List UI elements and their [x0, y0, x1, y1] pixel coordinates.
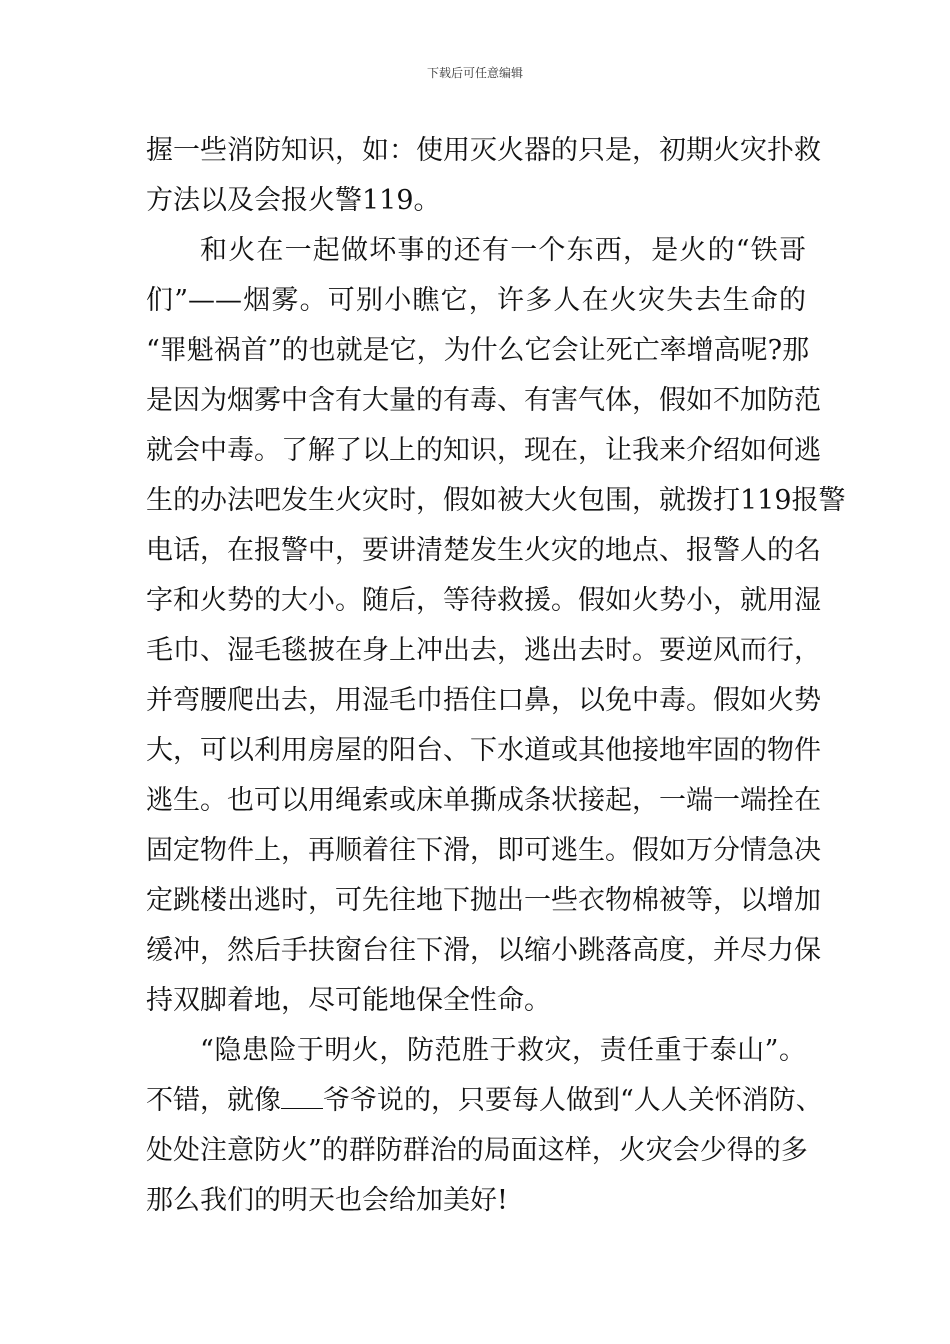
text-line: 字和火势的大小。随后，等待救援。假如火势小，就用湿	[146, 585, 821, 616]
text-line: 电话，在报警中，要讲清楚发生火灾的地点、报警人的名	[146, 535, 821, 566]
text-line: “隐患险于明火，防范胜于救灾，责任重于泰山”。	[200, 1035, 806, 1066]
fill-in-blank	[281, 1086, 323, 1109]
text-line: 和火在一起做坏事的还有一个东西，是火的“铁哥	[200, 235, 806, 266]
text-line: 大，可以利用房屋的阳台、下水道或其他接地牢固的物件	[146, 735, 821, 766]
text-line: 是因为烟雾中含有大量的有毒、有害气体，假如不加防范	[146, 385, 821, 416]
document-body	[146, 126, 846, 1226]
text-line: 持双脚着地，尽可能地保全性命。	[146, 985, 551, 1016]
text-line: 缓冲，然后手扶窗台往下滑，以缩小跳落高度，并尽力保	[146, 935, 821, 966]
text-line: 固定物件上，再顺着往下滑，即可逃生。假如万分情急决	[146, 835, 821, 866]
text-line: 并弯腰爬出去，用湿毛巾捂住口鼻，以免中毒。假如火势	[146, 685, 821, 716]
text-line: 毛巾、湿毛毯披在身上冲出去，逃出去时。要逆风而行，	[146, 635, 821, 666]
text-line: 生的办法吧发生火灾时，假如被大火包围，就拨打119报警	[146, 485, 846, 516]
text-line-with-blank	[146, 1076, 823, 1126]
text-line: 处处注意防火”的群防群治的局面这样，火灾会少得的多	[146, 1135, 808, 1166]
text-line: 方法以及会报火警119。	[146, 185, 441, 216]
page-header: 下载后可任意编辑	[426, 66, 523, 80]
text-line: 握一些消防知识，如：使用灭火器的只是，初期火灾扑救	[146, 135, 821, 166]
text-line: 们”——烟雾。可别小瞧它，许多人在火灾失去生命的	[146, 285, 806, 316]
text-line: 定跳楼出逃时，可先往地下抛出一些衣物棉被等，以增加	[146, 885, 821, 916]
text-fragment: 爷爷说的，只要每人做到“人人关怀消防、	[323, 1085, 823, 1116]
text-line: “罪魁祸首”的也就是它，为什么它会让死亡率增高呢?那	[146, 335, 810, 366]
text-line: 那么我们的明天也会给加美好!	[146, 1185, 508, 1216]
text-line: 就会中毒。了解了以上的知识，现在，让我来介绍如何逃	[146, 435, 821, 466]
text-line: 逃生。也可以用绳索或床单撕成条状接起，一端一端拴在	[146, 785, 821, 816]
text-fragment: 不错，就像	[146, 1085, 281, 1116]
